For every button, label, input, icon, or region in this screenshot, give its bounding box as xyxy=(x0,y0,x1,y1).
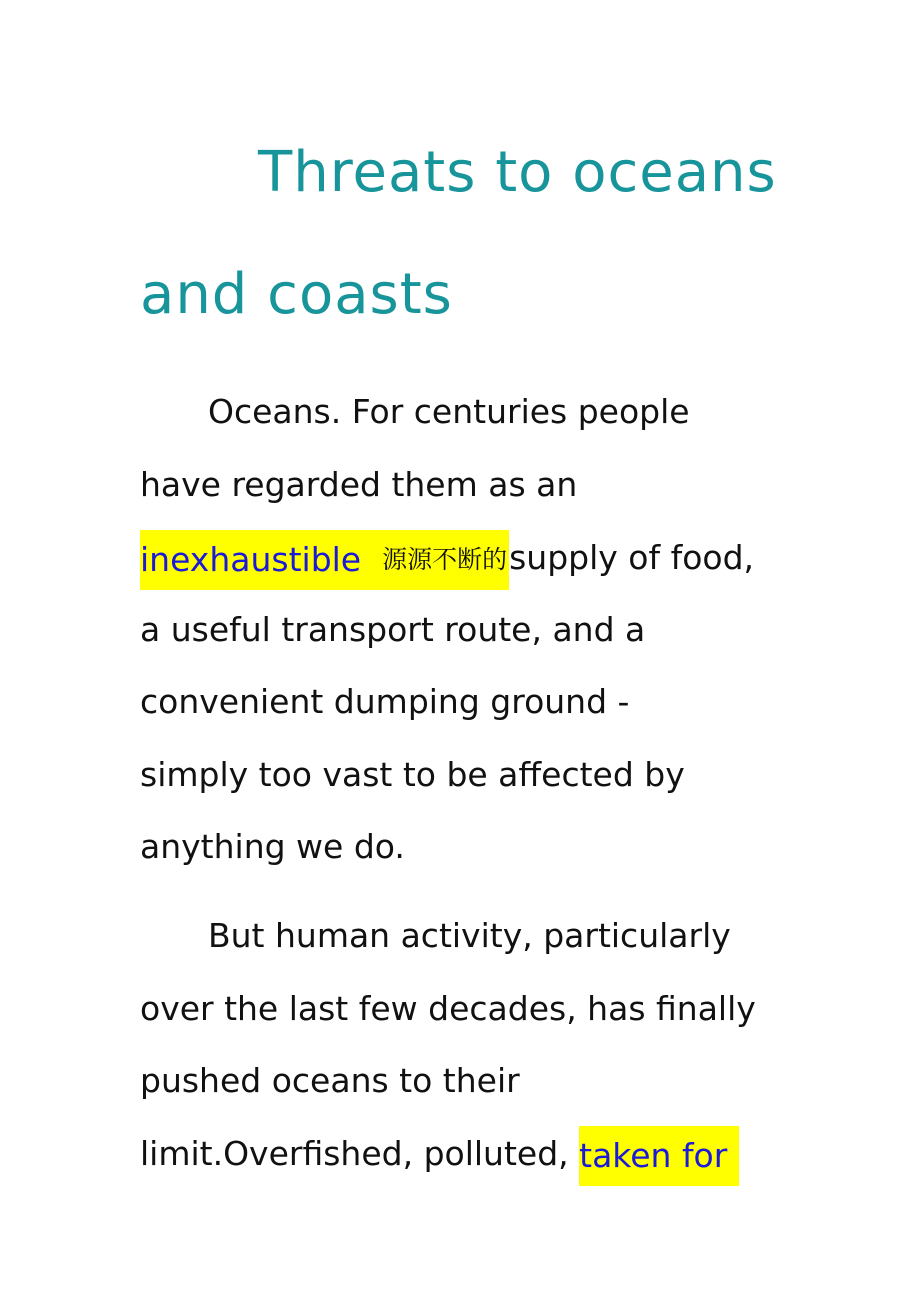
highlighted-phrase xyxy=(140,530,509,590)
paragraph-2-line-3: pushed oceans to their xyxy=(140,1061,520,1100)
paragraph-1-line-1: Oceans. For centuries people xyxy=(208,392,690,431)
paragraph-2-line-1: But human activity, particularly xyxy=(208,916,731,955)
paragraph-1-line-3 xyxy=(140,528,754,588)
title-line-2: and coasts xyxy=(140,262,453,327)
paragraph-1-line-2: have regarded them as an xyxy=(140,465,578,504)
highlighted-phrase-2: taken for xyxy=(579,1126,739,1186)
paragraph-1-line-5: convenient dumping ground - xyxy=(140,682,630,721)
highlighted-word: inexhaustible xyxy=(140,539,362,579)
chinese-gloss: 源源不断的 xyxy=(382,544,508,574)
title-line-1: Threats to oceans xyxy=(258,140,777,205)
paragraph-1-line-4: a useful transport route, and a xyxy=(140,610,646,649)
paragraph-1-line-7: anything we do. xyxy=(140,827,405,866)
line-3-rest: supply of food, xyxy=(509,538,755,577)
paragraph-2-line-4 xyxy=(140,1124,739,1184)
line-4-start: limit.Overfished, polluted, xyxy=(140,1134,580,1173)
paragraph-1-line-6: simply too vast to be affected by xyxy=(140,755,685,794)
paragraph-2-line-2: over the last few decades, has finally xyxy=(140,989,756,1028)
